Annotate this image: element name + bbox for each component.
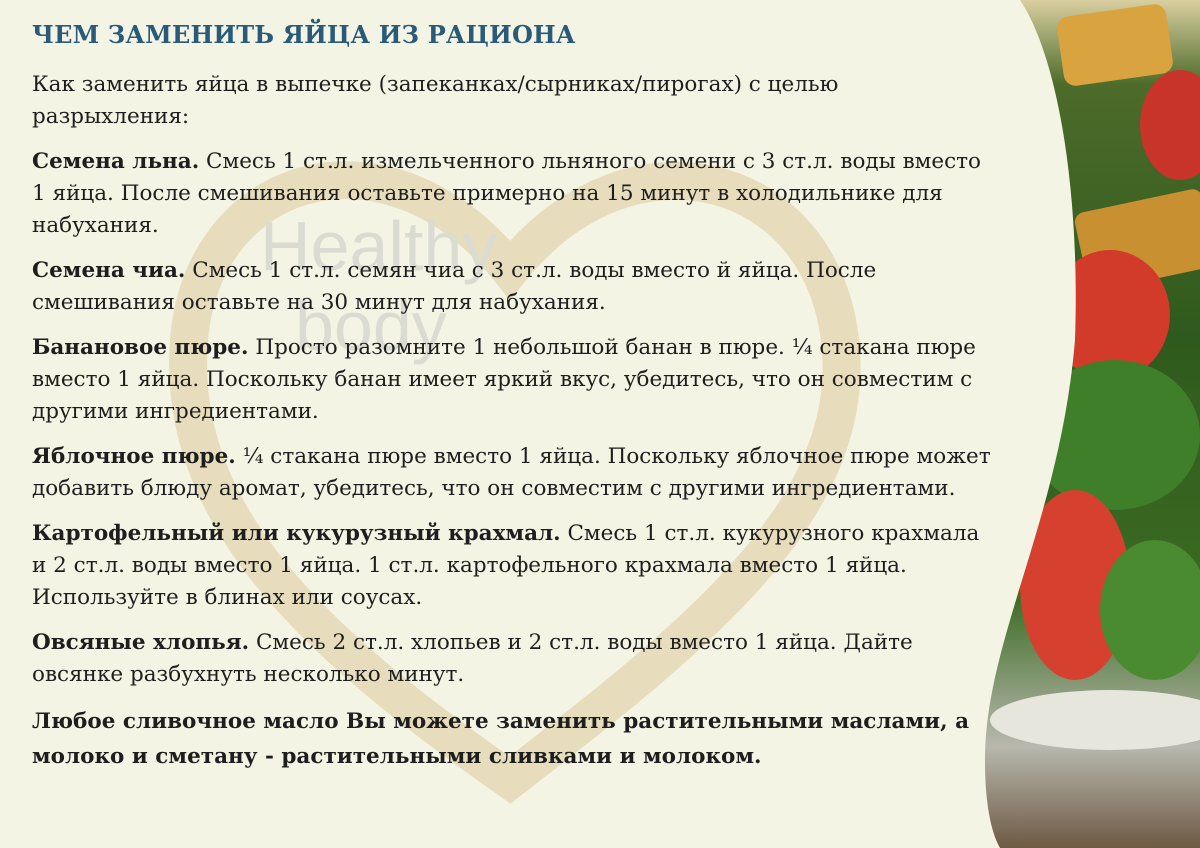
watermark-text-2: body: [295, 287, 447, 365]
item-name: Картофельный или кукурузный крахмал.: [32, 521, 561, 546]
item-text: Смесь 1 ст.л. измельченного льняного семени с 3 ст.л. воды вместо 1 яйца. После смешивания оставьте примерно на 15 минут в холодильнике для набухания.: [32, 149, 982, 238]
item-banana: [32, 332, 992, 428]
item-starch: [32, 518, 992, 614]
final-note: Любое сливочное масло Вы можете заменить растительными маслами, а молоко и сметану - растительными сливками и молоком.: [32, 709, 970, 769]
item-chia: [32, 255, 992, 319]
item-text: ¼ стакана пюре вместо 1 яйца. Поскольку яблочное пюре может добавить блюду аромат, убедитесь, что он совместим с другими ингредиентами.: [32, 444, 991, 501]
item-name: Семена чиа.: [32, 258, 186, 283]
watermark-text-1: Healthy: [260, 207, 498, 285]
item-text: Смесь 1 ст.л. кукурузного крахмала и 2 ст.л. воды вместо 1 яйца. 1 ст.л. картофельного крахмала вместо 1 яйца. Используйте в блинах или соусах.: [32, 521, 980, 610]
article: [32, 20, 992, 774]
intro-text: Как заменить яйца в выпечке (запеканках/сырниках/пирогах) с целью разрыхления:: [32, 72, 839, 129]
item-name: Яблочное пюре.: [32, 444, 236, 469]
item-text: Смесь 1 ст.л. семян чиа с 3 ст.л. воды вместо й яйца. После смешивания оставьте на 30 минут для набухания.: [32, 258, 877, 315]
item-name: Овсяные хлопья.: [32, 630, 250, 655]
item-text: Просто разомните 1 небольшой банан в пюре. ¼ стакана пюре вместо 1 яйца. Поскольку банан имеет яркий вкус, убедитесь, что он совместим с другими ингредиентами.: [32, 335, 976, 424]
item-flax: [32, 146, 992, 242]
item-name: Банановое пюре.: [32, 335, 249, 360]
item-text: Смесь 2 ст.л. хлопьев и 2 ст.л. воды вместо 1 яйца. Дайте овсянке разбухнуть несколько минут.: [32, 630, 913, 687]
item-apple: [32, 441, 992, 505]
page-title: ЧЕМ ЗАМЕНИТЬ ЯЙЦА ИЗ РАЦИОНА: [32, 20, 576, 49]
item-name: Семена льна.: [32, 149, 200, 174]
item-oats: [32, 627, 992, 691]
